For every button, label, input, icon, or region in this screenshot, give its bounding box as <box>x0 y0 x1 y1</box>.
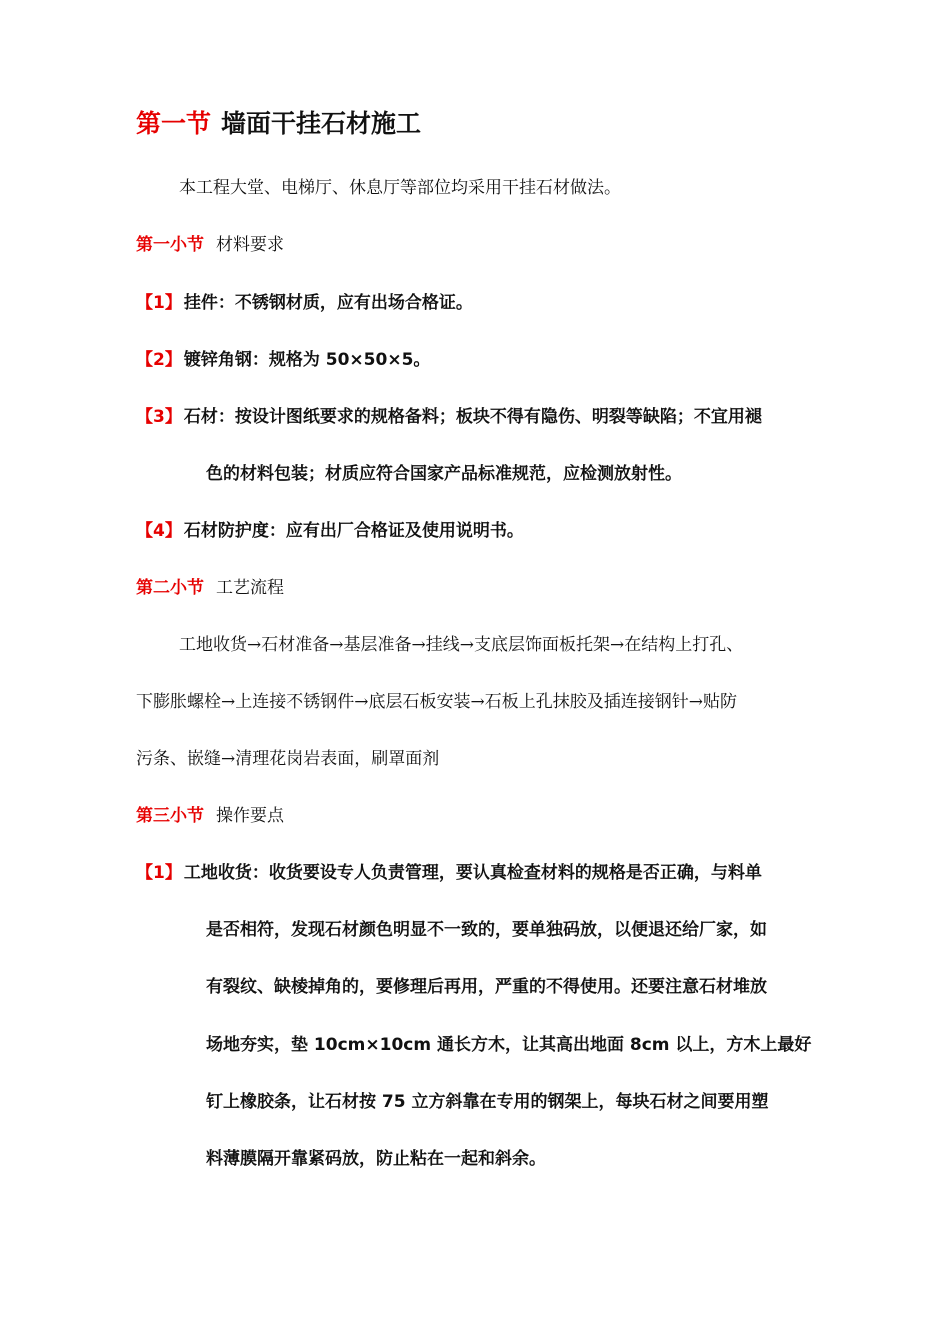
section-number: 第一节 <box>136 109 212 138</box>
item-text: 石材防护度：应有出厂合格证及使用说明书。 <box>183 521 524 541</box>
item-text: 镀锌角钢：规格为 50×50×5。 <box>183 350 431 370</box>
list-item-continuation: 场地夯实，垫 10cm×10cm 通长方木，让其高出地面 8cm 以上，方木上最好 <box>206 1035 812 1055</box>
item-text: 工地收货：收货要设专人负责管理，要认真检查材料的规格是否正确，与料单 <box>183 863 762 883</box>
list-item <box>136 858 762 883</box>
item-tag: 【4】 <box>136 521 182 541</box>
subsection-heading-2 <box>136 573 284 598</box>
item-tag: 【1】 <box>136 293 182 313</box>
section-intro: 本工程大堂、电梯厅、休息厅等部位均采用干挂石材做法。 <box>179 178 621 198</box>
list-item <box>136 516 524 541</box>
subsection-number: 第三小节 <box>136 806 204 826</box>
list-item-continuation: 是否相符，发现石材颜色明显不一致的，要单独码放，以便退还给厂家，如 <box>206 920 767 940</box>
subsection-number: 第二小节 <box>136 578 204 598</box>
list-item <box>136 402 762 427</box>
item-tag: 【1】 <box>136 863 182 883</box>
process-line: 下膨胀螺栓→上连接不锈钢件→底层石板安装→石板上孔抹胶及插连接钢针→贴防 <box>136 692 737 712</box>
list-item <box>136 345 430 370</box>
subsection-heading-3 <box>136 801 284 826</box>
list-item-continuation: 钉上橡胶条，让石材按 75 立方斜靠在专用的钢架上，每块石材之间要用塑 <box>206 1092 769 1112</box>
list-item-continuation: 料薄膜隔开靠紧码放，防止粘在一起和斜余。 <box>206 1149 546 1169</box>
subsection-heading-1 <box>136 230 284 255</box>
item-text: 石材：按设计图纸要求的规格备料；板块不得有隐伤、明裂等缺陷；不宜用褪 <box>183 407 762 427</box>
process-line: 工地收货→石材准备→基层准备→挂线→支底层饰面板托架→在结构上打孔、 <box>179 635 744 655</box>
process-line: 污条、嵌缝→清理花岗岩表面，刷罩面剂 <box>136 749 440 769</box>
subsection-number: 第一小节 <box>136 235 204 255</box>
section-title: 墙面干挂石材施工 <box>221 109 422 138</box>
list-item-continuation: 有裂纹、缺棱掉角的，要修理后再用，严重的不得使用。还要注意石材堆放 <box>206 977 767 997</box>
section-heading <box>136 104 421 140</box>
list-item-continuation: 色的材料包装；材质应符合国家产品标准规范，应检测放射性。 <box>206 464 682 484</box>
subsection-title: 操作要点 <box>216 806 284 826</box>
subsection-title: 材料要求 <box>216 235 284 255</box>
list-item <box>136 288 473 313</box>
item-text: 挂件：不锈钢材质，应有出场合格证。 <box>183 293 473 313</box>
item-tag: 【3】 <box>136 407 182 427</box>
item-tag: 【2】 <box>136 350 182 370</box>
subsection-title: 工艺流程 <box>216 578 284 598</box>
